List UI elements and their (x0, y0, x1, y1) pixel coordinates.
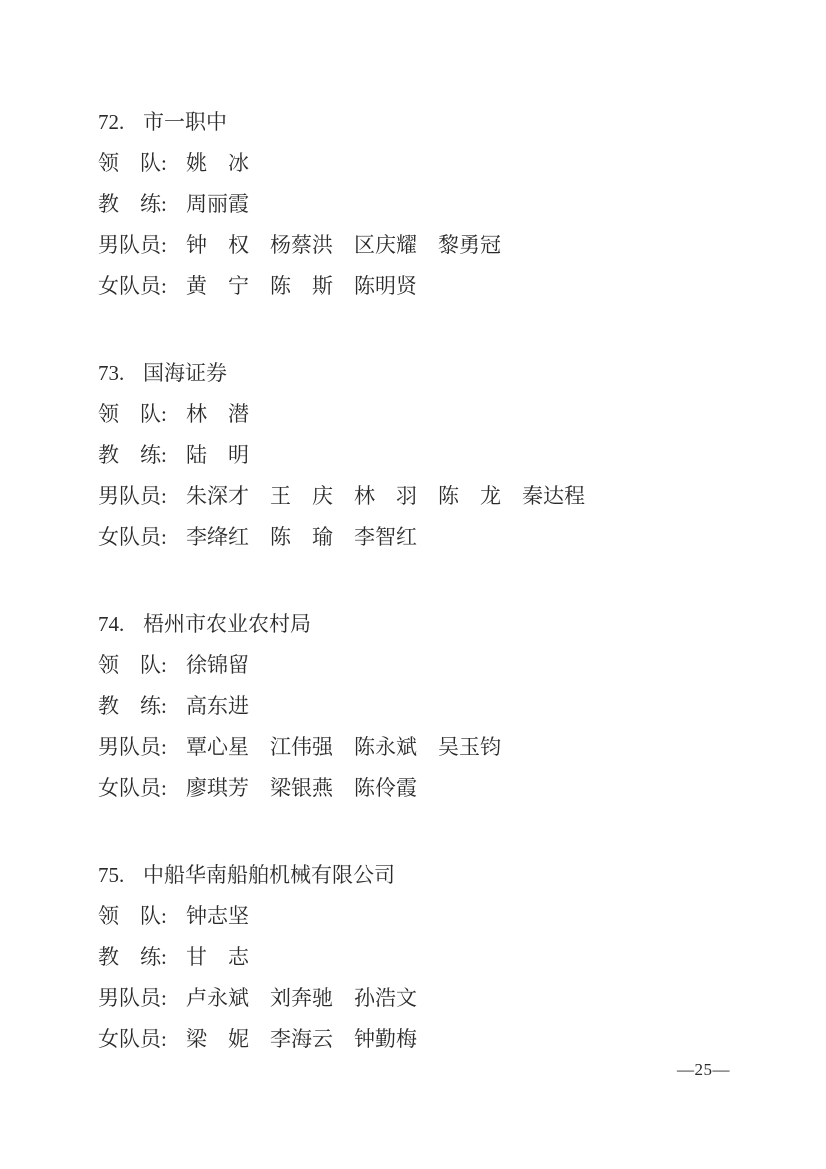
roster-row-female-players (98, 768, 766, 809)
roster-row-male-players (98, 476, 766, 517)
roster-value: 覃心星 江伟强 陈永斌 吴玉钧 (186, 735, 501, 759)
team-heading (98, 855, 766, 896)
roster-label: 女队员: (98, 525, 167, 549)
team-entry (98, 855, 766, 1060)
roster-row-coach (98, 686, 766, 727)
roster-value: 甘 志 (186, 945, 249, 969)
roster-value: 周丽霞 (186, 192, 249, 216)
roster-label: 男队员: (98, 986, 167, 1010)
team-heading (98, 604, 766, 645)
roster-value: 高东进 (186, 694, 249, 718)
roster-label: 领 队: (98, 151, 167, 175)
roster-label: 领 队: (98, 653, 167, 677)
team-name: 市一职中 (143, 110, 227, 134)
roster-row-male-players (98, 727, 766, 768)
page-number: —25— (677, 1060, 730, 1079)
roster-row-female-players (98, 1019, 766, 1060)
team-entry (98, 604, 766, 809)
roster-label: 教 练: (98, 694, 167, 718)
roster-value: 徐锦留 (186, 653, 249, 677)
team-heading (98, 102, 766, 143)
roster-value: 姚 冰 (186, 151, 249, 175)
roster-value: 朱深才 王 庆 林 羽 陈 龙 秦达程 (186, 484, 585, 508)
roster-label: 教 练: (98, 443, 167, 467)
team-entry (98, 102, 766, 307)
roster-value: 钟志坚 (186, 904, 249, 928)
team-entry (98, 353, 766, 558)
roster-list (98, 102, 766, 1106)
roster-row-leader (98, 645, 766, 686)
roster-row-female-players (98, 517, 766, 558)
roster-row-leader (98, 143, 766, 184)
roster-label: 领 队: (98, 402, 167, 426)
roster-value: 陆 明 (186, 443, 249, 467)
roster-value: 廖琪芳 梁银燕 陈伶霞 (186, 776, 417, 800)
team-number: 72. (98, 110, 125, 134)
team-heading (98, 353, 766, 394)
roster-label: 教 练: (98, 945, 167, 969)
roster-value: 林 潜 (186, 402, 249, 426)
roster-value: 钟 权 杨蔡洪 区庆耀 黎勇冠 (186, 233, 501, 257)
roster-label: 女队员: (98, 274, 167, 298)
roster-label: 男队员: (98, 484, 167, 508)
roster-row-male-players (98, 225, 766, 266)
roster-row-leader (98, 394, 766, 435)
roster-label: 女队员: (98, 1027, 167, 1051)
team-name: 国海证券 (143, 361, 227, 385)
roster-row-coach (98, 184, 766, 225)
roster-row-coach (98, 937, 766, 978)
roster-row-coach (98, 435, 766, 476)
team-number: 75. (98, 863, 125, 887)
team-number: 73. (98, 361, 125, 385)
roster-value: 梁 妮 李海云 钟勤梅 (186, 1027, 417, 1051)
roster-label: 男队员: (98, 735, 167, 759)
roster-label: 领 队: (98, 904, 167, 928)
team-name: 中船华南船舶机械有限公司 (143, 863, 395, 887)
roster-row-leader (98, 896, 766, 937)
roster-row-female-players (98, 266, 766, 307)
roster-label: 男队员: (98, 233, 167, 257)
roster-row-male-players (98, 978, 766, 1019)
team-number: 74. (98, 612, 125, 636)
roster-label: 女队员: (98, 776, 167, 800)
team-name: 梧州市农业农村局 (143, 612, 311, 636)
roster-value: 卢永斌 刘奔驰 孙浩文 (186, 986, 417, 1010)
roster-label: 教 练: (98, 192, 167, 216)
roster-value: 李绛红 陈 瑜 李智红 (186, 525, 417, 549)
roster-value: 黄 宁 陈 斯 陈明贤 (186, 274, 417, 298)
